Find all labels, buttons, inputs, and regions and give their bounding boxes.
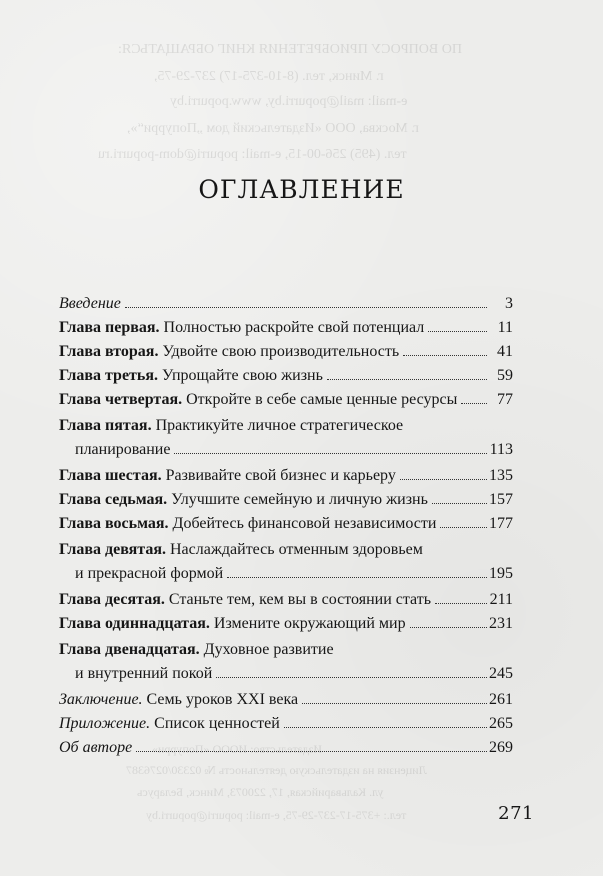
toc-entry-chapter-9-text-2: и прекрасной формой — [75, 565, 224, 582]
dot-leader — [327, 379, 487, 380]
toc-row-chapter-5 — [59, 414, 513, 462]
toc-entry-chapter-6-text: Развивайте свой бизнес и карьеру — [161, 467, 396, 484]
toc-entry-chapter-12-line-2 — [59, 662, 513, 686]
toc-entry-chapter-7-page: 157 — [489, 491, 513, 508]
dot-leader — [284, 727, 487, 728]
toc-entry-chapter-1-page: 11 — [497, 319, 513, 336]
toc-entry-chapter-2-text: Удвойте свою производительность — [158, 343, 400, 360]
bleed-top-line-3: e-mail: mail@popurri.by, www.popurri.by — [170, 94, 408, 109]
toc-entry-appendix-text: Список ценностей — [150, 715, 280, 732]
bleed-bottom-line-4: тел.: +375-17-237-29-75, e-mail: popurri@popurri.by — [146, 808, 407, 822]
toc-entry-chapter-9-text: Наслаждайтесь отменным здоровьем — [165, 541, 423, 558]
dot-leader — [174, 453, 487, 454]
toc-entry-chapter-4-lead: Глава четвертая. — [59, 391, 183, 408]
toc-row-chapter-3 — [59, 364, 513, 388]
toc-entry-chapter-4-page: 77 — [497, 391, 513, 408]
page-number: 271 — [498, 803, 534, 824]
toc-row-conclusion — [59, 688, 513, 712]
toc-entry-chapter-6-title — [59, 464, 396, 488]
toc-entry-chapter-7-lead: Глава седьмая. — [59, 491, 168, 508]
toc-entry-appendix-lead: Приложение. — [59, 715, 151, 732]
toc-entry-chapter-10-text: Станьте тем, кем вы в состоянии стать — [164, 591, 432, 608]
toc-row-chapter-1 — [59, 316, 513, 340]
toc-entry-chapter-10-lead: Глава десятая. — [59, 591, 165, 608]
toc-entry-chapter-11-title — [59, 612, 406, 636]
toc-entry-chapter-11-page: 231 — [489, 615, 513, 632]
toc-entry-about-author-page: 269 — [489, 739, 513, 756]
toc-entry-chapter-9-line-2 — [59, 562, 513, 586]
toc-entry-chapter-3-lead: Глава третья. — [59, 367, 159, 384]
toc-entry-chapter-9-line-1 — [59, 538, 513, 562]
toc-entry-chapter-2-title — [59, 340, 399, 364]
dot-leader — [400, 479, 487, 480]
toc-entry-introduction-page: 3 — [505, 295, 513, 312]
toc-entry-chapter-6-lead: Глава шестая. — [59, 467, 162, 484]
toc-row-introduction — [59, 292, 513, 316]
toc-entry-chapter-5-lead: Глава пятая. — [59, 417, 152, 434]
toc-entry-chapter-1-text: Полностью раскройте свой потенциал — [159, 319, 425, 336]
toc-entry-chapter-7-title — [59, 488, 428, 512]
toc-entry-chapter-12-text-2: и внутренний покой — [75, 665, 213, 682]
toc-row-chapter-8 — [59, 512, 513, 536]
toc-entry-conclusion-text: Семь уроков XXI века — [142, 691, 299, 708]
toc-entry-chapter-5-page: 113 — [489, 441, 513, 458]
toc-entry-chapter-5-line-2 — [59, 438, 513, 462]
toc-entry-chapter-5-title — [59, 414, 513, 462]
dot-leader — [125, 307, 487, 308]
toc-entry-about-author-text: Об авторе — [59, 739, 133, 756]
toc-entry-chapter-9-title — [59, 538, 513, 586]
toc-entry-conclusion-lead: Заключение. — [59, 691, 143, 708]
dot-leader — [432, 503, 487, 504]
toc-row-chapter-12 — [59, 638, 513, 686]
dot-leader — [435, 603, 487, 604]
toc-entry-chapter-6-page: 135 — [489, 467, 513, 484]
toc-entry-chapter-12-page: 245 — [489, 665, 513, 682]
toc-entry-chapter-5-line-1 — [59, 414, 513, 438]
toc-entry-chapter-2-page: 41 — [497, 343, 513, 360]
toc-row-chapter-7 — [59, 488, 513, 512]
toc-row-chapter-9 — [59, 538, 513, 586]
dot-leader — [410, 627, 487, 628]
toc-row-about-author — [59, 736, 513, 760]
dot-leader — [136, 751, 487, 752]
dot-leader — [302, 703, 487, 704]
toc-row-chapter-2 — [59, 340, 513, 364]
toc-entry-chapter-11-lead: Глава одиннадцатая. — [59, 615, 210, 632]
toc-entry-chapter-11-text: Измените окружающий мир — [209, 615, 406, 632]
toc-entry-chapter-12-text: Духовное развитие — [199, 641, 334, 658]
toc-row-chapter-4 — [59, 388, 513, 412]
toc-entry-chapter-7-text: Улучшите семейную и личную жизнь — [167, 491, 428, 508]
table-of-contents — [59, 292, 513, 760]
bleed-bottom-line-2: Лицензия на издательскую деятельность № 02330/0276387 — [126, 763, 427, 777]
dot-leader — [440, 527, 487, 528]
toc-entry-appendix-page: 265 — [489, 715, 513, 732]
toc-row-chapter-10 — [59, 588, 513, 612]
bleed-top-line-5: тел. (495) 256-00-15, e-mail: popurri@dom-popurri.ru — [98, 147, 407, 162]
toc-entry-appendix-title — [59, 712, 280, 736]
toc-entry-chapter-1-title — [59, 316, 424, 340]
toc-entry-chapter-9-lead: Глава девятая. — [59, 541, 166, 558]
toc-entry-chapter-12-lead: Глава двенадцатая. — [59, 641, 200, 658]
toc-entry-chapter-10-page: 211 — [489, 591, 513, 608]
dot-leader — [461, 403, 487, 404]
toc-row-chapter-11 — [59, 612, 513, 636]
dot-leader — [428, 331, 487, 332]
toc-row-appendix — [59, 712, 513, 736]
toc-entry-chapter-4-text: Откройте в себе самые ценные ресурсы — [182, 391, 458, 408]
toc-entry-chapter-5-text: Практикуйте личное стратегическое — [151, 417, 404, 434]
dot-leader — [403, 355, 487, 356]
toc-entry-chapter-8-title — [59, 512, 436, 536]
toc-entry-chapter-1-lead: Глава первая. — [59, 319, 160, 336]
toc-entry-chapter-3-page: 59 — [497, 367, 513, 384]
bleed-bottom-line-3: ул. Кальварийская, 17, 220073, Минск, Беларусь — [137, 785, 384, 799]
bleed-top-line-4: г. Москва, ООО «Издательский дом „Попурри“», — [127, 121, 419, 136]
toc-entry-chapter-4-title — [59, 388, 457, 412]
dot-leader — [227, 577, 487, 578]
toc-entry-chapter-9-page: 195 — [489, 565, 513, 582]
toc-entry-chapter-12-line-1 — [59, 638, 513, 662]
toc-entry-conclusion-title — [59, 688, 298, 712]
toc-entry-chapter-10-title — [59, 588, 431, 612]
bleed-bottom-line-1: Издательство: ИООО «Попурри» — [152, 742, 323, 756]
dot-leader — [216, 677, 487, 678]
bleed-top-line-2: г. Минск, тел. (8-10-375-17) 237-29-75, — [154, 69, 384, 84]
toc-entry-chapter-12-title — [59, 638, 513, 686]
page-title: ОГЛАВЛЕНИЕ — [198, 175, 405, 204]
toc-entry-chapter-8-text: Добейтесь финансовой независимости — [168, 515, 437, 532]
toc-row-chapter-6 — [59, 464, 513, 488]
bleed-top-line-1: ПО ВОПРОСУ ПРИОБРЕТЕНИЯ КНИГ ОБРАЩАТЬСЯ: — [118, 42, 462, 57]
toc-entry-chapter-8-lead: Глава восьмая. — [59, 515, 169, 532]
toc-entry-chapter-5-text-2: планирование — [75, 441, 171, 458]
toc-entry-introduction-text: Введение — [59, 295, 121, 312]
toc-entry-conclusion-page: 261 — [489, 691, 513, 708]
toc-entry-chapter-3-text: Упрощайте свою жизнь — [158, 367, 323, 384]
toc-entry-chapter-3-title — [59, 364, 323, 388]
toc-entry-chapter-8-page: 177 — [489, 515, 513, 532]
toc-entry-chapter-2-lead: Глава вторая. — [59, 343, 159, 360]
